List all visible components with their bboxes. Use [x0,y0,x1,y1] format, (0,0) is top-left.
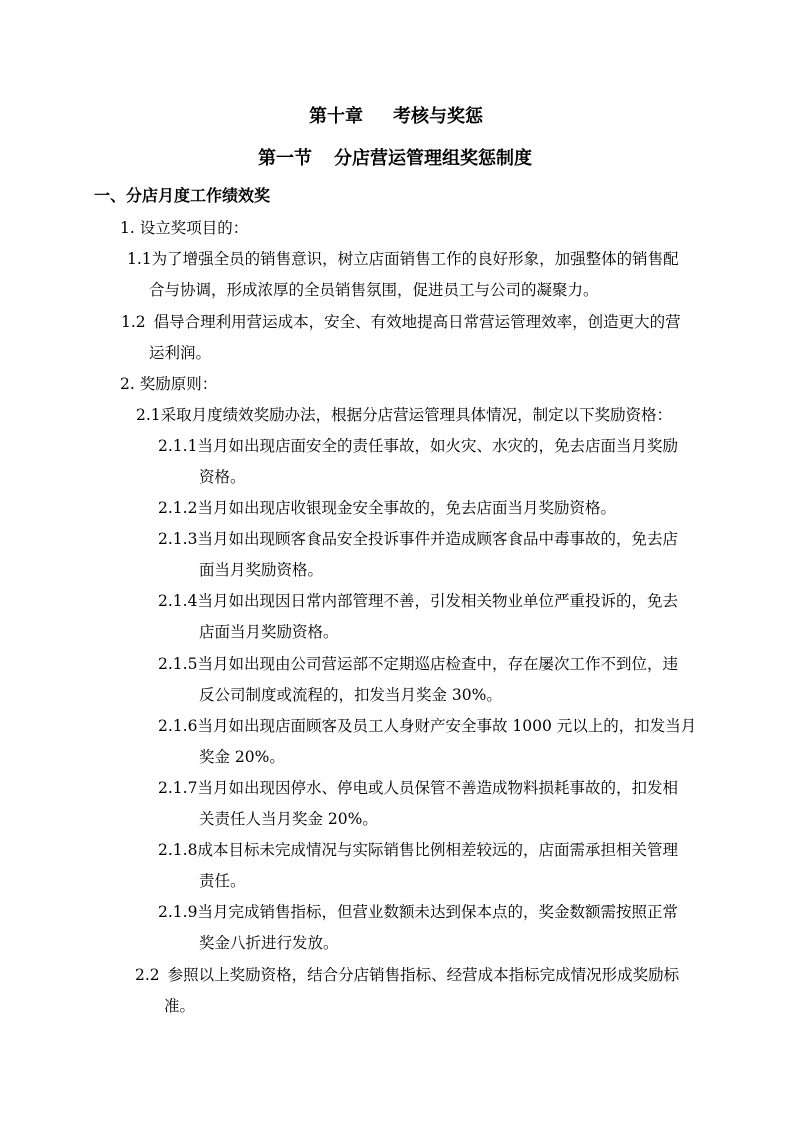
item-2-1-4 [158,591,678,611]
item-2-1-2 [158,498,616,518]
item-2-1-1 [158,436,678,456]
item-text: 当月如出现店收银现金安全事故的，免去店面当月奖励资格。 [197,499,616,517]
item-2-1-7 [158,778,678,798]
item-2-1-9 [158,902,678,922]
item-2: 2. 奖励原则： [120,375,218,393]
section-name: 分店营运管理组奖惩制度 [334,148,532,169]
item-text: 为了增强全员的销售意识，树立店面销售工作的良好形象，加强整体的销售配 [151,250,679,268]
item-number: 2.1.4 [158,592,198,610]
item-2-1-5 [158,654,678,674]
item-number: 1.1 [127,250,152,268]
item-text: 参照以上奖励资格，结合分店销售指标、经营成本指标完成情况形成奖励标 [167,966,680,984]
item-2-1-4-cont: 店面当月奖励资格。 [199,623,339,641]
item-2-2-cont: 准。 [164,997,196,1015]
item-2-2 [135,965,679,985]
item-text: 当月如出现店面顾客及员工人身财产安全事故 1000 元以上的，扣发当月 [197,717,697,735]
item-text: 当月如出现因停水、停电或人员保管不善造成物料损耗事故的，扣发相 [197,779,678,797]
section-number: 第一节 [258,148,312,169]
item-2-1-6-cont: 奖金 20%。 [199,748,285,766]
item-text: 当月如出现因日常内部管理不善，引发相关物业单位严重投诉的，免去 [197,592,678,610]
item-1-1-cont: 合与协调，形成浓厚的全员销售氛围，促进员工与公司的凝聚力。 [149,281,599,299]
item-text: 当月完成销售指标，但营业数额未达到保本点的，奖金数额需按照正常 [197,903,678,921]
item-text: 当月如出现由公司营运部不定期巡店检查中，存在屡次工作不到位，违 [197,655,678,673]
chapter-number: 第十章 [309,106,363,127]
chapter-name: 考核与奖惩 [393,106,483,127]
item-number: 2.1.1 [158,437,198,455]
item-2-1-7-cont: 关责任人当月奖金 20%。 [199,810,378,828]
item-1-2 [121,312,681,332]
item-number: 2.1.2 [158,499,198,517]
chapter-title [309,106,483,128]
item-2-1-6 [158,716,696,736]
item-number: 2.1.6 [158,717,198,735]
item-text: 当月如出现顾客食品安全投诉事件并造成顾客食品中毒事故的，免去店 [197,530,678,548]
item-number: 2.1.5 [158,655,198,673]
item-2-1-5-cont: 反公司制度或流程的，扣发当月奖金 30%。 [199,686,502,704]
item-text: 当月如出现店面安全的责任事故，如火灾、水灾的，免去店面当月奖励 [197,437,678,455]
item-number: 2.1.9 [158,903,198,921]
item-2-1-9-cont: 奖金八折进行发放。 [199,934,339,952]
item-2-1-3-cont: 面当月奖励资格。 [199,561,324,579]
item-1-2-cont: 运利润。 [149,344,212,362]
item-2-1-8-cont: 责任。 [199,872,246,890]
item-text: 倡导合理利用营运成本，安全、有效地提高日常营运管理效率，创造更大的营 [153,313,681,331]
item-number: 1.2 [121,313,146,331]
item-number: 2.2 [135,966,160,984]
heading-1: 一、分店月度工作绩效奖 [94,186,271,205]
item-number: 2.1 [136,406,161,424]
item-text: 成本目标未完成情况与实际销售比例相差较远的，店面需承担相关管理 [197,841,678,859]
item-number: 2.1.3 [158,530,198,548]
item-1-1 [127,249,679,269]
item-2-1 [136,405,672,425]
item-1: 1. 设立奖项目的： [120,219,249,237]
item-2-1-1-cont: 资格。 [199,468,246,486]
section-title [258,148,532,170]
item-number: 2.1.7 [158,779,198,797]
item-2-1-3 [158,529,678,549]
item-2-1-8 [158,840,678,860]
item-text: 采取月度绩效奖励办法，根据分店营运管理具体情况，制定以下奖励资格： [160,406,673,424]
item-number: 2.1.8 [158,841,198,859]
